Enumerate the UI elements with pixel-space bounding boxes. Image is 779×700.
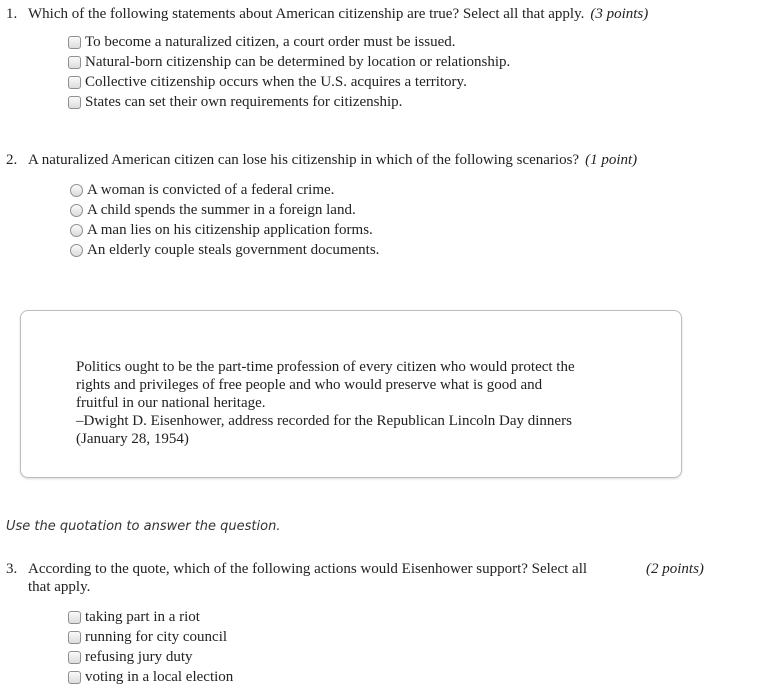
- option-label: States can set their own requirements for citizenship.: [85, 93, 403, 110]
- quote-date: (January 28, 1954): [76, 431, 189, 447]
- q3-option-1[interactable]: [68, 607, 200, 627]
- radio-button[interactable]: [70, 184, 83, 197]
- q1-prompt: Which of the following statements about American citizenship are true? Select all that apply.: [28, 6, 585, 22]
- option-label: A woman is convicted of a federal crime.: [87, 181, 335, 198]
- quote-attribution: –Dwight D. Eisenhower, address recorded for the Republican Lincoln Day dinners: [76, 413, 572, 429]
- option-label: A child spends the summer in a foreign land.: [87, 201, 356, 218]
- checkbox[interactable]: [68, 96, 81, 109]
- option-label: A man lies on his citizenship application forms.: [87, 221, 373, 238]
- q2-points: (1 point): [585, 152, 638, 168]
- q3-text-line1: According to the quote, which of the following actions would Eisenhower support? Select all: [28, 561, 588, 577]
- instruction-text: Use the quotation to answer the question.: [6, 519, 281, 534]
- q1-option-1[interactable]: [68, 32, 455, 52]
- checkbox[interactable]: [68, 76, 81, 89]
- option-label: taking part in a riot: [85, 608, 200, 625]
- quotation-box: [20, 310, 682, 478]
- q2-option-2[interactable]: [68, 200, 356, 220]
- checkbox[interactable]: [68, 651, 81, 664]
- option-label: An elderly couple steals government documents.: [87, 241, 380, 258]
- option-label: To become a naturalized citizen, a court order must be issued.: [85, 33, 456, 50]
- checkbox[interactable]: [68, 671, 81, 684]
- checkbox[interactable]: [68, 611, 81, 624]
- q2-option-4[interactable]: [68, 240, 379, 260]
- quotation-text: [76, 358, 575, 448]
- checkbox[interactable]: [68, 56, 81, 69]
- quote-line: rights and privileges of free people and who would preserve what is good and: [76, 377, 543, 393]
- q3-option-4[interactable]: [68, 667, 233, 687]
- checkbox[interactable]: [68, 631, 81, 644]
- quote-line: fruitful in our national heritage.: [76, 395, 266, 411]
- radio-button[interactable]: [70, 224, 83, 237]
- q3-points: (2 points): [646, 561, 704, 577]
- option-label: Natural-born citizenship can be determined by location or relationship.: [85, 53, 511, 70]
- q3-text-line2: that apply.: [28, 579, 91, 595]
- q1-number: 1.: [6, 6, 18, 22]
- q2-number: 2.: [6, 152, 18, 168]
- q3-option-2[interactable]: [68, 627, 227, 647]
- q3-option-3[interactable]: [68, 647, 192, 667]
- radio-button[interactable]: [70, 204, 83, 217]
- q2-prompt: A naturalized American citizen can lose his citizenship in which of the following scenarios?: [28, 152, 580, 168]
- quote-line: Politics ought to be the part-time profession of every citizen who would protect the: [76, 359, 575, 375]
- option-label: Collective citizenship occurs when the U.S. acquires a territory.: [85, 73, 467, 90]
- q1-option-2[interactable]: [68, 52, 510, 72]
- option-label: running for city council: [85, 628, 228, 645]
- q1-text: [28, 5, 648, 23]
- option-label: refusing jury duty: [85, 648, 193, 665]
- radio-button[interactable]: [70, 244, 83, 257]
- checkbox[interactable]: [68, 36, 81, 49]
- option-label: voting in a local election: [85, 668, 234, 685]
- q1-option-4[interactable]: [68, 92, 402, 112]
- q2-text: [28, 151, 637, 169]
- q1-option-3[interactable]: [68, 72, 467, 92]
- q2-option-3[interactable]: [68, 220, 373, 240]
- q1-points: (3 points): [590, 6, 649, 22]
- q3-number: 3.: [6, 561, 18, 577]
- q2-option-1[interactable]: [68, 180, 334, 200]
